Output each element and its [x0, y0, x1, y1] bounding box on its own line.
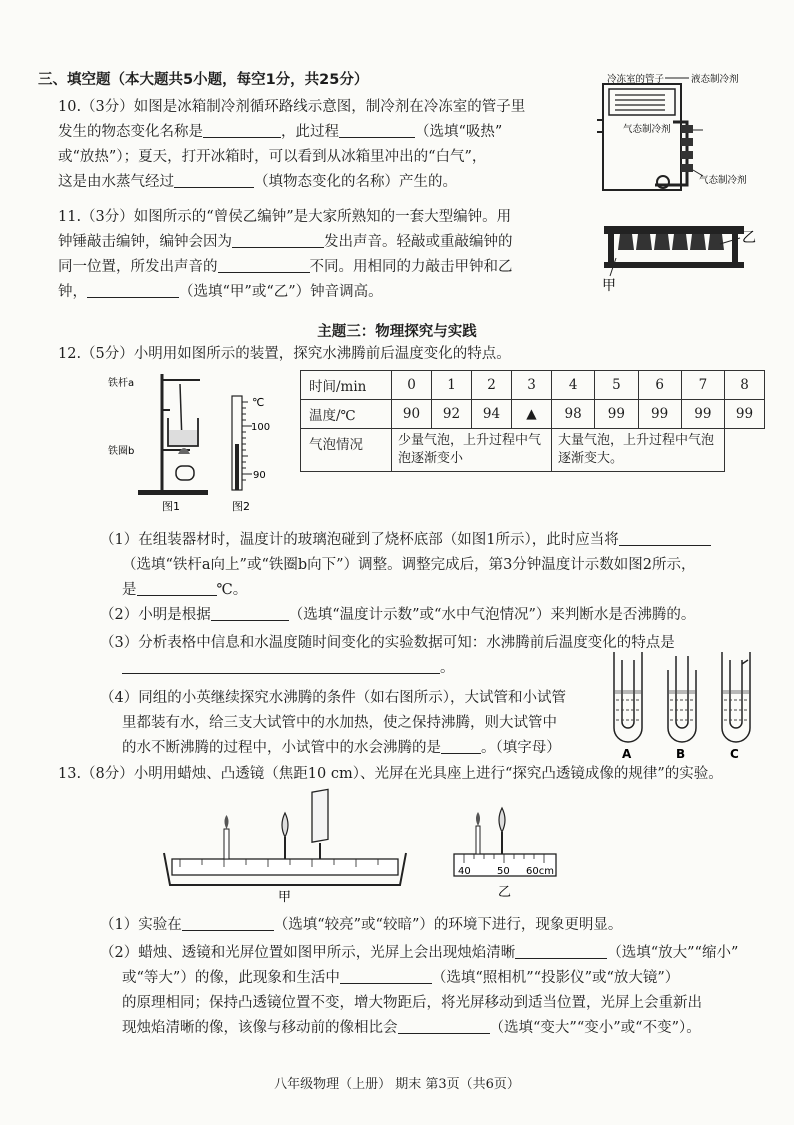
q12-text: 。（填字母） [481, 740, 561, 756]
q12-p4-line1: （4）同组的小英继续探究水沸腾的条件（如右图所示），大试管和小试管 [100, 690, 566, 706]
q13-p2-line2 [122, 968, 679, 988]
time-cell: 2 [472, 371, 512, 400]
q13-text: 或“等大”）的像，此现象和生活中 [122, 970, 340, 986]
temp-cell: 99 [638, 400, 681, 429]
answer-blank[interactable] [174, 173, 254, 188]
q12-p2 [100, 605, 695, 625]
time-cell: 0 [392, 371, 432, 400]
boiling-data-table [300, 370, 765, 472]
fig-label-yi: 乙 [498, 885, 512, 900]
temp-cell: 99 [595, 400, 638, 429]
answer-blank[interactable] [441, 739, 481, 754]
answer-blank[interactable] [340, 969, 432, 984]
temp-cell: 99 [725, 400, 765, 429]
fig-label-yi: 乙 [742, 230, 756, 246]
q13-text: （选填“放大”“缩小” [607, 945, 739, 961]
q12-text: ℃。 [216, 582, 248, 598]
temp-cell: 98 [552, 400, 595, 429]
q10-line4 [58, 172, 457, 192]
row-label: 时间/min [301, 371, 392, 400]
time-cell: 5 [595, 371, 638, 400]
tube-label-a: A [622, 747, 632, 761]
answer-blank[interactable] [182, 916, 274, 931]
fig2-caption: 图2 [232, 500, 250, 512]
thermo-unit: ℃ [252, 396, 265, 409]
fig-label-gas-2: 气态制冷剂 [699, 175, 747, 186]
q12-p4-line3 [122, 738, 561, 758]
q10-text: （填物态变化的名称）产生的。 [254, 174, 457, 190]
q11-line1: 11.（3分）如图所示的“曾侯乙编钟”是大家所熟知的一套大型编钟。用 [58, 209, 512, 225]
time-cell: 1 [432, 371, 472, 400]
q12-text: （2）小明是根据 [100, 607, 211, 623]
time-cell: 4 [552, 371, 595, 400]
thermometer-figure [222, 392, 277, 512]
q13-text: （选填“较亮”或“较暗”）的环境下进行，现象更明显。 [273, 917, 623, 933]
q13-p1 [100, 915, 622, 935]
q13-intro: 13.（8分）小明用蜡烛、凸透镜（焦距10 cm）、光屏在光具座上进行“探究凸透镜成像的规律”的实验。 [58, 766, 723, 782]
q12-p1-line1 [100, 530, 711, 550]
q13-text: （选填“变大”“变小”或“不变”）。 [489, 1020, 701, 1036]
fig-label-liquid: 液态制冷剂 [691, 74, 739, 85]
q10-line2 [58, 122, 502, 142]
ruler-tick-40: 40 [458, 866, 471, 877]
time-cell: 3 [512, 371, 552, 400]
fig-label-rod-a: 铁杆a [108, 378, 135, 389]
table-row-time [301, 371, 765, 400]
theme-title: 主题三：物理探究与实践 [317, 324, 477, 340]
q11-line4 [58, 282, 383, 302]
answer-blank[interactable] [211, 606, 289, 621]
q12-p1-line3 [122, 580, 247, 600]
answer-blank[interactable] [87, 283, 179, 298]
fig-label-ring-b: 铁圈b [108, 446, 135, 457]
answer-blank[interactable] [619, 531, 711, 546]
q10-line3: 或“放热”）；夏天，打开冰箱时，可以看到从冰箱里冲出的“白气”， [58, 149, 487, 165]
temp-cell: 99 [681, 400, 724, 429]
q13-text: （选填“照相机”“投影仪”或“放大镜”） [431, 970, 680, 986]
q12-text: 。 [440, 660, 455, 676]
q12-p3-answer [122, 658, 455, 678]
q12-intro: 12.（5分）小明用如图所示的装置，探究水沸腾前后温度变化的特点。 [58, 346, 511, 362]
row-label: 温度/℃ [301, 400, 392, 429]
q12-text: （选填“温度计示数”或“水中气泡情况”）来判断水是否沸腾的。 [288, 607, 696, 623]
q11-text: 钟， [58, 284, 87, 300]
q13-text: 现烛焰清晰的像，该像与移动前的像相比会 [122, 1020, 398, 1036]
q11-line2 [58, 232, 513, 252]
tube-label-b: B [676, 747, 686, 761]
fridge-diagram [595, 70, 775, 196]
table-row-bubbles [301, 429, 765, 472]
q10-line1: 10.（3分）如图是冰箱制冷剂循环路线示意图，制冷剂在冷冻室的管子里 [58, 99, 526, 115]
q12-p1-line2: （选填“铁杆a向上”或“铁圈b向下”）调整。调整完成后，第3分钟温度计示数如图2所示， [122, 557, 696, 573]
bells-diagram [600, 218, 775, 296]
q11-text: 发出声音。轻敲或重敲编钟的 [324, 234, 513, 250]
fig-label-freezer: 冷冻室的管子 [607, 74, 665, 85]
q11-line3 [58, 257, 513, 277]
test-tubes-figure [606, 650, 766, 762]
table-row-temp [301, 400, 765, 429]
q11-text: 钟锤敲击编钟，编钟会因为 [58, 234, 232, 250]
temp-cell: ▲ [512, 400, 552, 429]
row-label: 气泡情况 [301, 429, 392, 472]
temp-cell: 90 [392, 400, 432, 429]
ruler-figure-yi [450, 800, 560, 900]
ruler-tick-50: 50 [497, 866, 510, 877]
temp-cell: 92 [432, 400, 472, 429]
answer-blank[interactable] [398, 1019, 490, 1034]
q10-text: （选填“吸热” [415, 124, 503, 140]
q10-text: 这是由水蒸气经过 [58, 174, 174, 190]
answer-blank[interactable] [232, 233, 324, 248]
optical-bench-figure-jia [160, 785, 410, 903]
q13-text: （1）实验在 [100, 917, 182, 933]
answer-blank[interactable] [203, 123, 281, 138]
q11-text: 同一位置，所发出声音的 [58, 259, 218, 275]
q13-p2-line4 [122, 1018, 701, 1038]
fig-label-jia: 甲 [278, 890, 292, 903]
q12-text: （1）在组装器材时，温度计的玻璃泡碰到了烧杯底部（如图1所示），此时应当将 [100, 532, 619, 548]
answer-blank[interactable] [515, 944, 607, 959]
q10-text: ，此过程 [281, 124, 339, 140]
q12-text: 的水不断沸腾的过程中，小试管中的水会沸腾的是 [122, 740, 441, 756]
tube-label-c: C [730, 747, 739, 761]
fig-label-gas-1: 气态制冷剂 [623, 124, 671, 135]
time-cell: 7 [681, 371, 724, 400]
answer-blank[interactable] [137, 581, 217, 596]
bubble-before-cell: 少量气泡，上升过程中气泡逐渐变小 [392, 429, 552, 472]
answer-blank[interactable] [218, 258, 310, 273]
answer-blank[interactable] [122, 659, 440, 674]
thermo-tick-90: 90 [253, 470, 266, 481]
boiling-apparatus-figure [108, 370, 218, 512]
q13-text: （2）蜡烛、透镜和光屏位置如图甲所示，光屏上会出现烛焰清晰 [100, 945, 516, 961]
time-cell: 8 [725, 371, 765, 400]
thermo-tick-100: 100 [251, 422, 271, 433]
q10-text: 发生的物态变化名称是 [58, 124, 203, 140]
fig1-caption: 图1 [162, 500, 180, 512]
answer-blank[interactable] [339, 123, 415, 138]
temp-cell: 94 [472, 400, 512, 429]
page-footer: 八年级物理（上册） 期末 第3页（共6页） [274, 1077, 520, 1092]
ruler-tick-60: 60cm [526, 866, 554, 877]
bubble-after-cell: 大量气泡，上升过程中气泡逐渐变大。 [552, 429, 725, 472]
time-cell: 6 [638, 371, 681, 400]
section-title: 三、填空题（本大题共5小题，每空1分，共25分） [38, 72, 369, 88]
q13-p2-line3: 的原理相同；保持凸透镜位置不变，增大物距后，将光屏移动到适当位置，光屏上会重新出 [122, 995, 702, 1011]
q13-p2-line1 [100, 943, 738, 963]
fig-label-jia: 甲 [602, 278, 616, 294]
q12-p4-line2: 里都装有水，给三支大试管中的水加热，使之保持沸腾，则大试管中 [122, 715, 557, 731]
q12-text: 是 [122, 582, 137, 598]
q11-text: 不同。用相同的力敲击甲钟和乙 [309, 259, 513, 275]
q12-p3: （3）分析表格中信息和水温度随时间变化的实验数据可知：水沸腾前后温度变化的特点是 [100, 635, 675, 651]
q11-text: （选填“甲”或“乙”）钟音调高。 [179, 284, 383, 300]
